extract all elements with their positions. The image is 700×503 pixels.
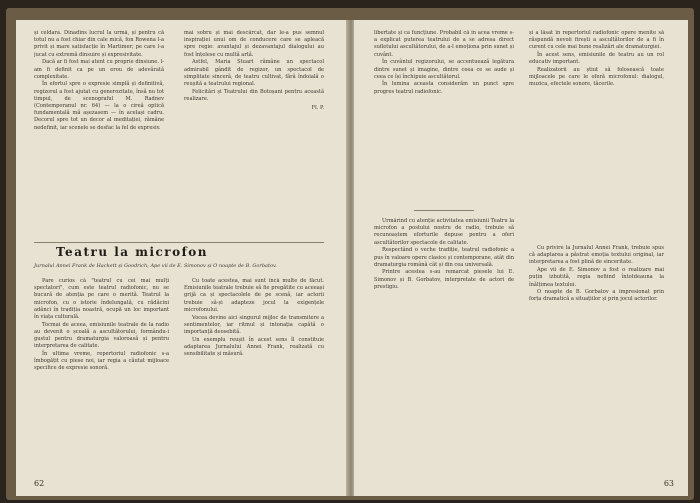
- left-col1-top: [34, 30, 164, 198]
- paragraph: Ape vii de E. Simonov a fost o realizare mai puțin izbutită, regia nefiind întotdeauna la înălțimea textului.: [529, 267, 664, 288]
- page-number: 63: [663, 479, 674, 488]
- paragraph: Realizatorii au știut să folosească toate mijloacele pe care le oferă microfonul: dialogul, muzica, efectele sonore, tăcerile.: [529, 67, 664, 88]
- right-col1: [374, 30, 514, 205]
- divider: [34, 242, 324, 243]
- page-number: 62: [34, 479, 45, 488]
- paragraph: Un exemplu reușit în acest sens îl constituie adaptarea Jurnalului Annei Frank, realizată cu sensibilitate și măsură.: [184, 336, 324, 358]
- right-col2: [529, 30, 664, 240]
- paragraph: Cu privire la Jurnalul Annei Frank, trebuie spus că adaptarea a păstrat emoția textului original, iar interpretarea a fost plină de sinceritate.: [529, 245, 664, 266]
- paragraph: libertate și ca funcțiune. Probabil că în acea vreme s-a explicat puterea teatrului de a se adresa direct sufletului ascultătorului, de a-l emoționa prin sunet și cuvânt.: [374, 30, 514, 58]
- paragraph: În ultima vreme, repertoriul radiofonic s-a îmbogățit cu piese noi, iar regia a căutat mijloace specifice de expresie sonoră.: [34, 351, 169, 372]
- paragraph: și celdara. Dinadins lucrul la urmă, și pentru că totul nu a fost chiar din cale mică, fon Rowena l-a privit și mare satisfacție în Martimer; pe care l-a jucat cu extremă dinsuire și expresivitate.: [34, 30, 164, 58]
- paragraph: Cu toate acestea, mai sunt încă multe de făcut. Emisiunile teatrale trebuie să fie pregătite cu aceeași grijă ca și spectacolele de pe scenă, iar actorii trebuie să-și adapteze jocul la exigențele microfonului.: [184, 278, 324, 313]
- divider: [414, 210, 474, 211]
- paragraph: Urmărind cu atenție activitatea emisiunii Teatru la microfon a postului nostru de radio, trebuie să recunoaștem eforturile depuse pentru a oferi ascultătorilor spectacole de calitate.: [374, 218, 514, 246]
- signature: Fl. P.: [311, 105, 324, 112]
- left-col1-bottom: [34, 278, 169, 456]
- left-page: [16, 20, 350, 496]
- left-col2-top: [184, 30, 324, 190]
- paragraph: În cuvântul regizorului, se accentuează legătura dintre sunet și imagine, dintre ceea ce se aude și ceea ce își închipuie ascultătorul.: [374, 59, 514, 80]
- paragraph: În efortul spre o expresie simplă și definitivă, regizorul a fost ajutat cu generozitate, însă nu tot timpul, de scenograful M. Radnev (Contemporanul nr. 64) — la o cireă optică fundamentală mă așezasem — în același cadru. Decorul spre tot un decor al meditației, rămâne nedefinit, iar scenele se desfac la fel de expresiv.: [34, 81, 164, 131]
- paragraph: Vocea devine aici singurul mijloc de transmitere a sentimentelor, iar ritmul și intonația capătă o importanță deosebită.: [184, 314, 324, 335]
- paragraph: Respectând o veche tradiție, teatrul radiofonic a pus în valoare opere clasice și contemporane, atât din dramaturgia română cât și din cea universală.: [374, 247, 514, 268]
- right-page: [354, 20, 688, 496]
- paragraph: mai sobru și mai descărcat, dar le-a pus semnul inspirației unui om de conducere care se apleacă spre regie: avantajul și dezavantajul dialogului au fost înțelese cu multă artă.: [184, 30, 324, 58]
- article-title: Teatru la microfon: [56, 245, 209, 259]
- right-col1-bottom: [374, 218, 514, 458]
- paragraph: În lumina aceasta considerăm un punct spre progres teatrul radiofonic.: [374, 81, 514, 95]
- paragraph: Tocmai de aceea, emisiunile teatrale de la radio au devenit o școală a ascultătorului, formându-i gustul pentru dramaturgia valoroasă și pentru interpretarea de calitate.: [34, 321, 169, 350]
- paragraph: În acest sens, emisiunile de teatru au un rol educativ important.: [529, 52, 664, 66]
- paragraph: Astfel, Maria Stuart rămâne un spectacol admirabil gândit de regizor, un spectacol de simplitate sinceră, de teatru cultivat, fără îndoială o reușită a teatrului regional.: [184, 59, 324, 87]
- paragraph: Dacă ar fi fost mai atent cu proprie dinsiune. l-am fi definit ca pe un erou de adevărată complexitate.: [34, 59, 164, 80]
- article-subtitle: Jurnalul Annei Frank de Hackett și Goodrich; Ape vii de E. Simonov și O noapte de B. Gorbatov.: [34, 263, 277, 269]
- paragraph: și a lăsat în repertoriul radiofonic opere menite să răspundă nevoii firești a ascultătorilor de a fi în curent cu cele mai bune realizări ale dramaturgiei.: [529, 30, 664, 51]
- paragraph: Felicitări și Teatrului din Botoșani pentru această realizare.: [184, 88, 324, 102]
- paragraph: Printre acestea s-au remarcat piesele lui E. Simonov și B. Gorbatov, interpretate de actori de prestigiu.: [374, 269, 514, 290]
- paragraph: O noapte de B. Gorbatov a impresionat prin forța dramatică a situațiilor și prin jocul actorilor.: [529, 289, 664, 303]
- paragraph: Pare curios că "teatrul cu cei mai mulți spectatori", cum este teatrul radiofonic, nu se bucură de atenția pe care o merită. Teatrul la microfon, cu o istorie îndelungată, cu rădăcini adânci în tradiția noastră, ocupă un loc important în viața culturală.: [34, 278, 169, 321]
- left-col2-bottom: [184, 278, 324, 456]
- right-col2-bottom: [529, 245, 664, 458]
